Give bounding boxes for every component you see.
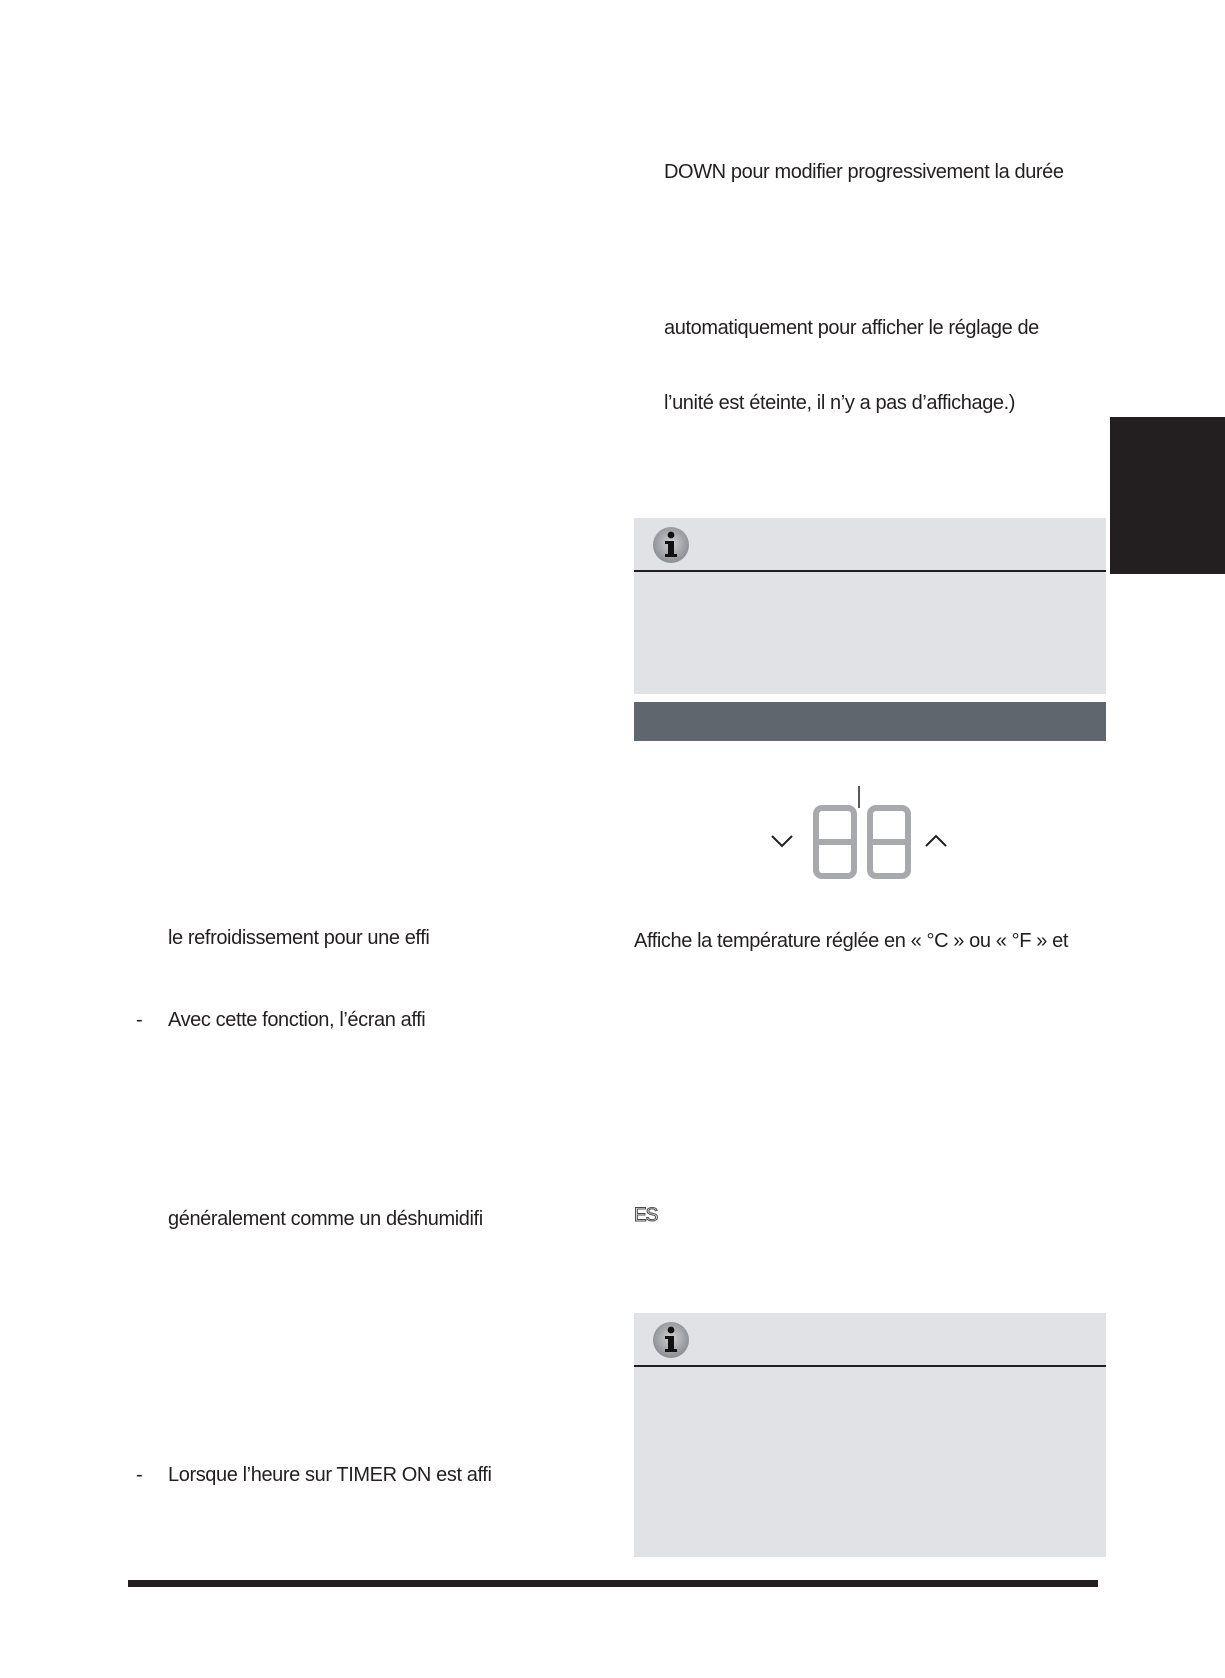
seven-segment-digits	[816, 808, 908, 876]
right-text-line-1: DOWN pour modifier progressivement la durée	[664, 161, 1064, 183]
note-box-2	[634, 1313, 1106, 1557]
info-icon	[652, 526, 690, 564]
left-bullet-1: Avec cette fonction, l’écran affi	[168, 1009, 426, 1031]
footer-rule	[128, 1580, 1098, 1587]
info-icon	[652, 1321, 690, 1359]
temperature-description: Affiche la température réglée en « °C » ou « °F » et	[634, 930, 1068, 952]
chevron-up-icon	[926, 836, 946, 846]
note-box-1	[634, 518, 1106, 694]
es-label: ES	[634, 1205, 658, 1226]
left-text-line-1: le refroidissement pour une effi	[168, 927, 430, 949]
right-text-line-2: automatiquement pour afficher le réglage de	[664, 317, 1039, 339]
section-heading-bar	[634, 702, 1106, 741]
note-box-2-header	[634, 1313, 1106, 1367]
led-display	[770, 780, 950, 884]
left-bullet-2: Lorsque l’heure sur TIMER ON est affi	[168, 1464, 492, 1486]
bullet-dash: -	[136, 1464, 143, 1486]
chapter-side-tab	[1110, 417, 1225, 574]
note-box-1-header	[634, 518, 1106, 572]
right-text-line-3: l’unité est éteinte, il n’y a pas d’affichage.)	[664, 392, 1016, 414]
chevron-down-icon	[772, 836, 792, 846]
left-text-line-2: généralement comme un déshumidifi	[168, 1208, 483, 1230]
bullet-dash: -	[136, 1009, 143, 1031]
